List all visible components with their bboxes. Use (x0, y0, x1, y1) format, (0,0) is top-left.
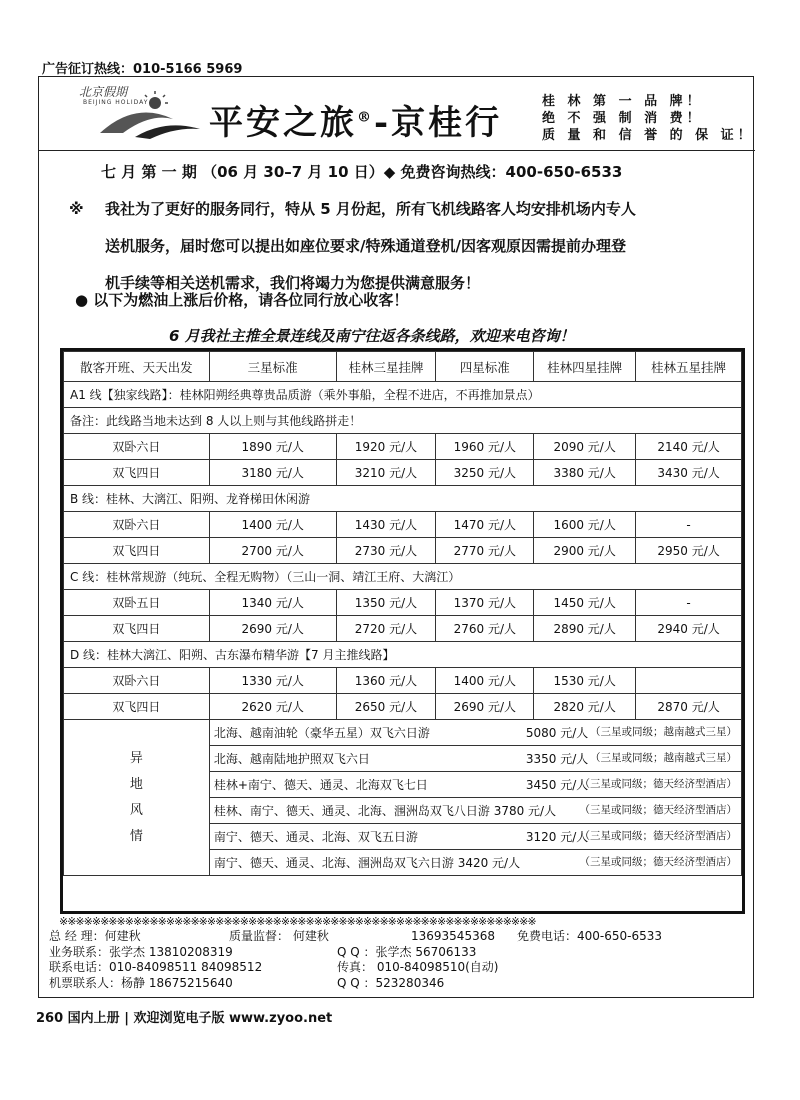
price-cell: 2770 元/人 (436, 538, 534, 564)
intl-route (209, 720, 741, 746)
brand-main: 平安之旅 (209, 103, 357, 143)
issue-line: 七 月 第 一 期 （06 月 30–7 月 10 日）◆ 免费咨询热线：400-650-6533 (101, 163, 623, 181)
col-header: 桂林三星挂牌 (336, 352, 436, 382)
route-b-title: B 线：桂林、大漓江、阳朔、龙脊梯田休闲游 (64, 486, 742, 512)
trip-type: 双卧六日 (64, 434, 210, 460)
contact-field: 传真： 010-84098510(自动) (337, 960, 499, 974)
price-table (63, 351, 742, 876)
trip-type: 双卧六日 (64, 512, 210, 538)
header (39, 77, 755, 151)
price-cell: 1960 元/人 (436, 434, 534, 460)
trip-type: 双飞四日 (64, 460, 210, 486)
price-cell: 1400 元/人 (209, 512, 336, 538)
notice-line: 送机服务，届时您可以提出如座位要求/特殊通道登机/因客观原因需提前办理登 (105, 237, 626, 255)
table-row (64, 694, 742, 720)
contact-field: 13693545368 (411, 929, 495, 943)
intl-name: 南宁、德天、通灵、北海、涠洲岛双飞六日游 (213, 856, 454, 870)
route-d-title: D 线：桂林大漓江、阳朔、古东瀑布精华游【7 月主推线路】 (64, 642, 742, 668)
price-cell: 1330 元/人 (209, 668, 336, 694)
price-cell: 2950 元/人 (636, 538, 742, 564)
price-cell: 1600 元/人 (534, 512, 636, 538)
intl-price: 5080 元/人 (525, 726, 589, 740)
price-cell (636, 668, 742, 694)
price-table-box (60, 348, 745, 914)
price-cell: 2820 元/人 (534, 694, 636, 720)
price-cell: 1370 元/人 (436, 590, 534, 616)
page-footer: 260 国内上册 | 欢迎浏览电子版 www.zyoo.net (36, 1011, 333, 1026)
intl-route (209, 850, 741, 876)
price-cell: 1350 元/人 (336, 590, 436, 616)
table-row (64, 590, 742, 616)
intl-note: （三星或同级；德天经济型酒店） (579, 830, 737, 842)
intl-note: （三星或同级；德天经济型酒店） (579, 856, 737, 868)
trip-type: 双卧五日 (64, 590, 210, 616)
table-row (64, 616, 742, 642)
col-header: 桂林五星挂牌 (636, 352, 742, 382)
price-cell: - (636, 512, 742, 538)
logo-en: BEIJING HOLIDAY (83, 99, 149, 106)
brand-suffix: -京桂行 (374, 103, 503, 143)
price-cell: 3180 元/人 (209, 460, 336, 486)
price-cell: 3430 元/人 (636, 460, 742, 486)
intl-note: （三星或同级；德天经济型酒店） (579, 804, 737, 816)
divider-stars: ※※※※※※※※※※※※※※※※※※※※※※※※※※※※※※※※※※※※※※※※※※※※※※※※※※※※※※※※※※ (59, 915, 536, 928)
notice-mark: ※ (69, 200, 84, 218)
notice-line: 我社为了更好的服务同行，特从 5 月份起，所有飞机线路客人均安排机场内专人 (105, 200, 636, 218)
intl-price: 3120 元/人 (525, 830, 589, 844)
intl-label-char: 地 (129, 776, 143, 792)
contact-field: 业务联系：张学杰 13810208319 (49, 944, 233, 959)
slogan-line: 质 量 和 信 誉 的 保 证！ (542, 128, 755, 143)
price-cell: 1430 元/人 (336, 512, 436, 538)
intl-price: 3450 元/人 (525, 778, 589, 792)
price-cell: 1920 元/人 (336, 434, 436, 460)
table-row (64, 460, 742, 486)
contact-field: 机票联系人：杨静 18675215640 (49, 975, 233, 990)
intl-route (209, 772, 741, 798)
price-cell: 1340 元/人 (209, 590, 336, 616)
trip-type: 双飞四日 (64, 616, 210, 642)
price-cell: 2690 元/人 (436, 694, 534, 720)
route-c-title: C 线：桂林常规游（纯玩、全程无购物）（三山一洞、靖江王府、大漓江） (64, 564, 742, 590)
headline: 6 月我社主推全景连线及南宁往返各条线路，欢迎来电咨询！ (169, 327, 575, 345)
intl-side-label (64, 720, 210, 876)
intl-route (209, 746, 741, 772)
price-cell: 2720 元/人 (336, 616, 436, 642)
notice (69, 191, 759, 302)
table-row (64, 512, 742, 538)
logo-swoosh-icon (95, 89, 205, 141)
slogans (542, 93, 755, 144)
notice-line: 机手续等相关送机需求，我们将竭力为您提供满意服务！ (105, 274, 481, 292)
col-header: 三星标准 (209, 352, 336, 382)
price-cell: 3250 元/人 (436, 460, 534, 486)
table-header-row (64, 352, 742, 382)
intl-label-char: 情 (129, 828, 143, 844)
price-cell: 2620 元/人 (209, 694, 336, 720)
intl-name: 南宁、德天、通灵、北海、双飞五日游 (213, 830, 418, 844)
price-cell: - (636, 590, 742, 616)
contact-field: 总 经 理：何建秋 (49, 929, 141, 943)
price-cell: 2650 元/人 (336, 694, 436, 720)
price-cell: 2090 元/人 (534, 434, 636, 460)
price-cell: 3380 元/人 (534, 460, 636, 486)
logo-cn: 北京假期 (79, 85, 128, 99)
price-cell: 2890 元/人 (534, 616, 636, 642)
trip-type: 双飞四日 (64, 694, 210, 720)
price-cell: 1360 元/人 (336, 668, 436, 694)
intl-name: 桂林+南宁、德天、通灵、北海双飞七日 (213, 778, 428, 792)
route-a-title: A1 线【独家线路】：桂林阳朔经典尊贵品质游（乘外事船，全程不进店，不再推加景点） (64, 382, 742, 408)
trip-type: 双飞四日 (64, 538, 210, 564)
col-header: 散客开班、天天出发 (64, 352, 210, 382)
col-header: 四星标准 (436, 352, 534, 382)
intl-route (209, 824, 741, 850)
price-cell: 2700 元/人 (209, 538, 336, 564)
table-row (64, 434, 742, 460)
intl-route (209, 798, 741, 824)
contact-field: 质量监督： 何建秋 (229, 929, 329, 943)
price-cell: 3210 元/人 (336, 460, 436, 486)
price-cell: 2940 元/人 (636, 616, 742, 642)
price-cell: 2900 元/人 (534, 538, 636, 564)
price-cell: 1450 元/人 (534, 590, 636, 616)
table-row (64, 538, 742, 564)
brand-name (209, 95, 502, 144)
intl-name: 桂林、南宁、德天、通灵、北海、涠洲岛双飞八日游 (213, 804, 490, 818)
price-cell: 2730 元/人 (336, 538, 436, 564)
slogan-line: 绝 不 强 制 消 费！ (542, 111, 704, 126)
price-cell: 1400 元/人 (436, 668, 534, 694)
intl-row (64, 720, 742, 746)
intl-price: 3420 元/人 (457, 856, 521, 870)
intl-note: （三星或同级；越南越式三星） (590, 752, 737, 764)
col-header: 桂林四星挂牌 (534, 352, 636, 382)
intl-price: 3350 元/人 (525, 752, 589, 766)
price-cell: 2690 元/人 (209, 616, 336, 642)
price-cell: 2760 元/人 (436, 616, 534, 642)
intl-name: 北海、越南油轮（豪华五星）双飞六日游 (213, 726, 430, 740)
ad-page (38, 76, 754, 998)
fuel-note: ● 以下为燃油上涨后价格，请各位同行放心收客！ (75, 291, 409, 309)
brand-mark: ® (357, 109, 374, 126)
route-a-note: 备注：此线路当地未达到 8 人以上则与其他线路拼走！ (64, 408, 742, 434)
intl-note: （三星或同级；德天经济型酒店） (579, 778, 737, 790)
price-cell: 1890 元/人 (209, 434, 336, 460)
contact-field: 联系电话：010-84098511 84098512 (49, 960, 263, 974)
table-row (64, 668, 742, 694)
contact-field: 免费电话：400-650-6533 (517, 929, 663, 943)
intl-price: 3780 元/人 (493, 804, 557, 818)
intl-label-char: 风 (129, 802, 143, 818)
price-cell: 2870 元/人 (636, 694, 742, 720)
price-cell: 1530 元/人 (534, 668, 636, 694)
intl-name: 北海、越南陆地护照双飞六日 (213, 752, 370, 766)
ad-hotline: 广告征订热线：010-5166 5969 (42, 62, 243, 77)
contact-field: Q Q ：张学杰 56706133 (337, 944, 477, 959)
intl-note: （三星或同级；越南越式三星） (590, 726, 737, 738)
slogan-line: 桂 林 第 一 品 牌！ (542, 94, 704, 109)
price-cell: 1470 元/人 (436, 512, 534, 538)
contact-field: Q Q ：523280346 (337, 975, 445, 990)
intl-label-char: 异 (129, 750, 143, 766)
price-cell: 2140 元/人 (636, 434, 742, 460)
trip-type: 双卧六日 (64, 668, 210, 694)
